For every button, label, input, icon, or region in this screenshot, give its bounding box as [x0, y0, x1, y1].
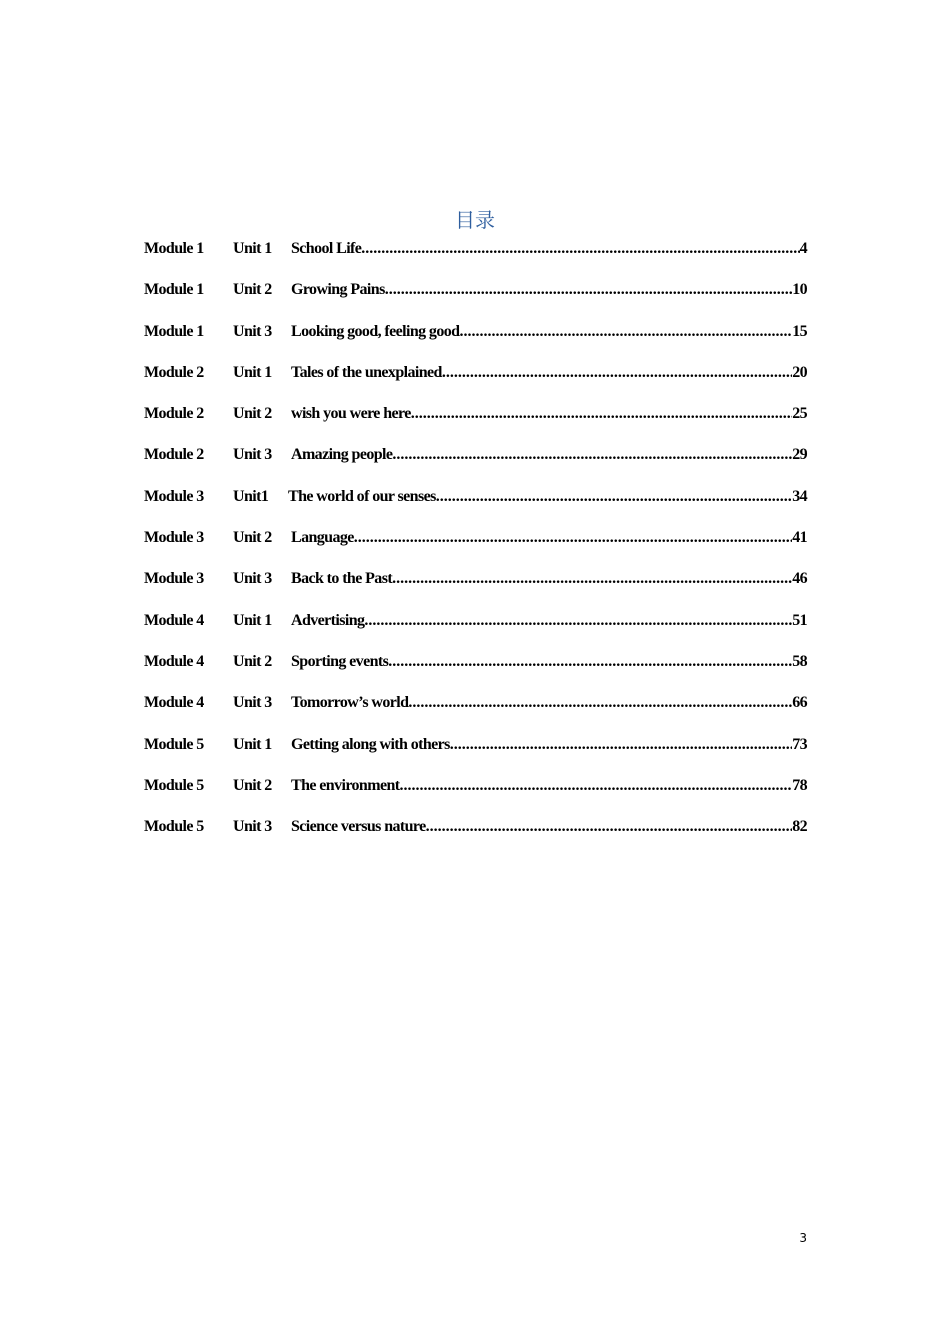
toc-dot-leader — [400, 777, 793, 795]
toc-page-number: 10 — [792, 281, 807, 299]
toc-page-number: 78 — [792, 776, 807, 794]
toc-entry-title: Back to the Past — [291, 570, 393, 588]
toc-unit: Unit 1 — [233, 363, 272, 381]
toc-entry[interactable] — [144, 612, 807, 653]
toc-entry-title: wish you were here — [291, 405, 411, 423]
toc-title: 目录 — [455, 208, 495, 232]
toc-page-number: 46 — [792, 570, 807, 588]
toc-dot-leader — [436, 488, 792, 506]
toc-entry-title: Amazing people — [291, 446, 393, 464]
toc-dot-leader — [361, 240, 799, 258]
page-number: 3 — [799, 1231, 807, 1245]
toc-module: Module 3 — [144, 529, 204, 547]
toc-entry[interactable] — [144, 529, 807, 570]
toc-entry-title: Advertising — [291, 611, 365, 629]
toc-module: Module 3 — [144, 570, 204, 588]
toc-page-number: 15 — [792, 322, 807, 340]
toc-entry-title: Tomorrow’s world — [291, 694, 409, 712]
toc-entry-title: Getting along with others — [291, 735, 450, 753]
toc-entry[interactable] — [144, 570, 807, 611]
toc-page-number: 4 — [799, 240, 807, 257]
toc-page-number: 51 — [792, 611, 807, 629]
toc-unit: Unit 3 — [233, 570, 272, 588]
toc-unit: Unit 3 — [233, 694, 272, 712]
toc-entry-title: Looking good, feeling good — [291, 322, 460, 340]
toc-entry-title: Sporting events — [291, 652, 389, 670]
toc-dot-leader — [364, 612, 792, 630]
toc-unit: Unit 2 — [233, 529, 272, 547]
toc-module: Module 4 — [144, 611, 204, 629]
toc-entry-title: The environment — [291, 776, 400, 794]
toc-unit: Unit1 — [233, 487, 269, 505]
toc-page-number: 41 — [792, 529, 807, 547]
toc-entry[interactable] — [144, 818, 807, 859]
toc-module: Module 5 — [144, 818, 204, 836]
toc-unit: Unit 3 — [233, 322, 272, 340]
toc-unit: Unit 2 — [233, 405, 272, 423]
toc-module: Module 3 — [144, 487, 204, 505]
toc-page-number: 58 — [792, 652, 807, 670]
toc-entry[interactable] — [144, 405, 807, 446]
toc-dot-leader — [385, 281, 792, 299]
toc-dot-leader — [450, 736, 792, 754]
toc-entry-title: Growing Pains — [291, 281, 385, 299]
toc-entry[interactable] — [144, 364, 807, 405]
toc-entry[interactable] — [144, 777, 807, 818]
toc-page-number: 34 — [792, 487, 807, 505]
toc-module: Module 2 — [144, 405, 204, 423]
toc-unit: Unit 3 — [233, 818, 272, 836]
toc-unit: Unit 1 — [233, 240, 272, 257]
toc-dot-leader — [392, 446, 792, 464]
toc-unit: Unit 1 — [233, 611, 272, 629]
toc-dot-leader — [411, 405, 792, 423]
toc-unit: Unit 2 — [233, 281, 272, 299]
toc-page-number: 66 — [792, 694, 807, 712]
toc-module: Module 5 — [144, 776, 204, 794]
toc-module: Module 1 — [144, 322, 204, 340]
toc-entry[interactable] — [144, 446, 807, 487]
toc-page-number: 82 — [792, 818, 807, 836]
toc-entry-title: Science versus nature — [291, 818, 426, 836]
toc-entry[interactable] — [144, 323, 807, 364]
toc-dot-leader — [392, 570, 792, 588]
toc-entry-title: School Life — [291, 240, 362, 257]
toc-entry[interactable] — [144, 694, 807, 735]
toc-page-number: 29 — [792, 446, 807, 464]
toc-list — [144, 240, 807, 859]
toc-unit: Unit 3 — [233, 446, 272, 464]
toc-module: Module 2 — [144, 363, 204, 381]
toc-module: Module 4 — [144, 652, 204, 670]
toc-dot-leader — [459, 323, 792, 341]
toc-entry-title: The world of our senses — [288, 487, 436, 505]
toc-entry[interactable] — [144, 653, 807, 694]
toc-dot-leader — [426, 818, 793, 836]
toc-page-number: 73 — [792, 735, 807, 753]
toc-dot-leader — [354, 529, 792, 547]
toc-module: Module 4 — [144, 694, 204, 712]
toc-unit: Unit 2 — [233, 652, 272, 670]
toc-entry-title: Tales of the unexplained — [291, 363, 442, 381]
toc-module: Module 1 — [144, 281, 204, 299]
toc-module: Module 5 — [144, 735, 204, 753]
toc-module: Module 1 — [144, 240, 204, 257]
toc-entry[interactable] — [144, 240, 807, 281]
toc-page-number: 25 — [792, 405, 807, 423]
toc-dot-leader — [442, 364, 792, 382]
toc-dot-leader — [408, 694, 792, 712]
toc-page-number: 20 — [792, 363, 807, 381]
toc-dot-leader — [388, 653, 792, 671]
toc-unit: Unit 1 — [233, 735, 272, 753]
toc-unit: Unit 2 — [233, 776, 272, 794]
toc-entry[interactable] — [144, 281, 807, 322]
toc-entry[interactable] — [144, 736, 807, 777]
toc-entry[interactable] — [144, 488, 807, 529]
toc-module: Module 2 — [144, 446, 204, 464]
toc-entry-title: Language — [291, 529, 354, 547]
